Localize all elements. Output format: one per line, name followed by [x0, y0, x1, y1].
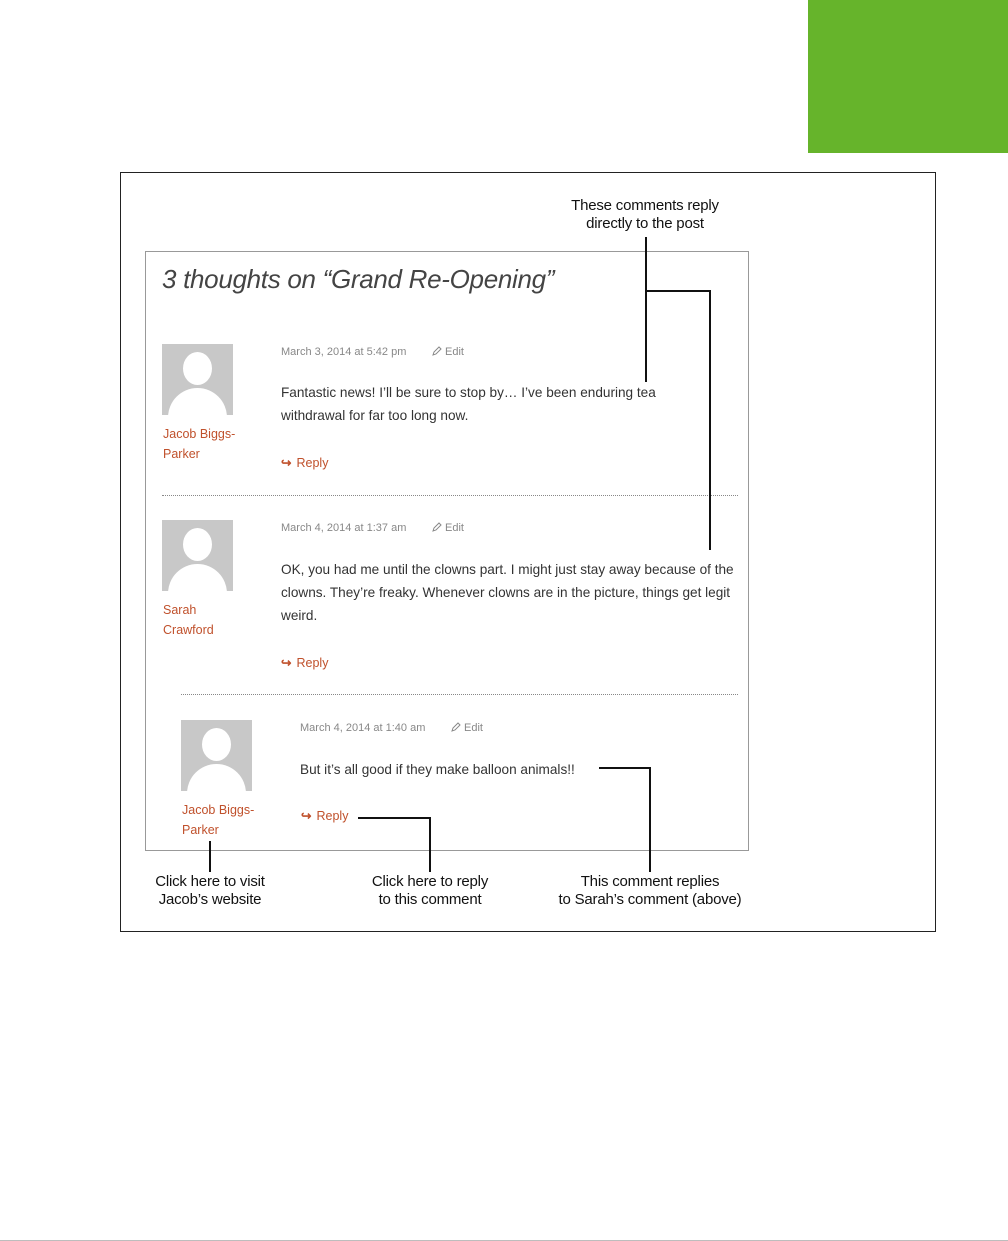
reply-label: Reply	[296, 456, 329, 470]
comment-separator	[162, 495, 738, 496]
comment-date[interactable]: March 3, 2014 at 5:42 pm	[281, 346, 407, 358]
reply-label: Reply	[316, 809, 349, 823]
reply-arrow-icon: ↪	[281, 456, 292, 470]
comments-title: 3 thoughts on “Grand Re-Opening”	[162, 264, 555, 294]
callout-line: directly to the post	[586, 215, 704, 232]
callout-label-nested	[540, 873, 760, 909]
callout-line: These comments reply	[571, 197, 719, 214]
avatar	[162, 344, 233, 415]
edit-label: Edit	[464, 722, 483, 734]
callout-label-reply	[350, 873, 510, 909]
reply-link[interactable]	[281, 455, 328, 470]
callout-line: This comment replies	[580, 873, 720, 890]
comment-author-link[interactable]: Jacob Biggs-Parker	[182, 803, 255, 837]
callout-line: Click here to visit	[155, 873, 265, 890]
pencil-icon	[451, 722, 461, 732]
comment-date[interactable]: March 4, 2014 at 1:37 am	[281, 522, 407, 534]
comment-separator	[181, 694, 738, 695]
chapter-tab	[808, 0, 1008, 153]
comment-date[interactable]: March 4, 2014 at 1:40 am	[300, 722, 426, 734]
edit-label: Edit	[445, 346, 464, 358]
comment-text: Fantastic news! I’ll be sure to stop by… I’ve been enduring tea withdrawal for far too long now.	[281, 385, 656, 423]
callout-label-top	[545, 197, 745, 233]
reply-arrow-icon: ↪	[281, 656, 292, 670]
comment-text: OK, you had me until the clowns part. I might just stay away because of the clowns. They’re freaky. Whenever clowns are in the picture, things get legit weird.	[281, 562, 734, 623]
callout-line: Jacob’s website	[158, 891, 262, 908]
callout-label-visit	[130, 873, 290, 909]
reply-label: Reply	[296, 656, 329, 670]
edit-link[interactable]	[451, 722, 483, 734]
edit-link[interactable]	[432, 346, 464, 358]
callout-line: Click here to reply	[371, 873, 489, 890]
reply-link[interactable]	[301, 808, 348, 823]
avatar	[181, 720, 252, 791]
comment-author-link[interactable]: Sarah Crawford	[163, 603, 214, 637]
comment-text: But it’s all good if they make balloon animals!!	[300, 762, 575, 777]
pencil-icon	[432, 522, 442, 532]
callout-line: to this comment	[378, 891, 482, 908]
edit-label: Edit	[445, 522, 464, 534]
avatar	[162, 520, 233, 591]
callout-line: to Sarah’s comment (above)	[558, 891, 742, 908]
edit-link[interactable]	[432, 522, 464, 534]
pencil-icon	[432, 346, 442, 356]
reply-link[interactable]	[281, 655, 328, 670]
comment-author-link[interactable]: Jacob Biggs-Parker	[163, 427, 236, 461]
reply-arrow-icon: ↪	[301, 809, 312, 823]
